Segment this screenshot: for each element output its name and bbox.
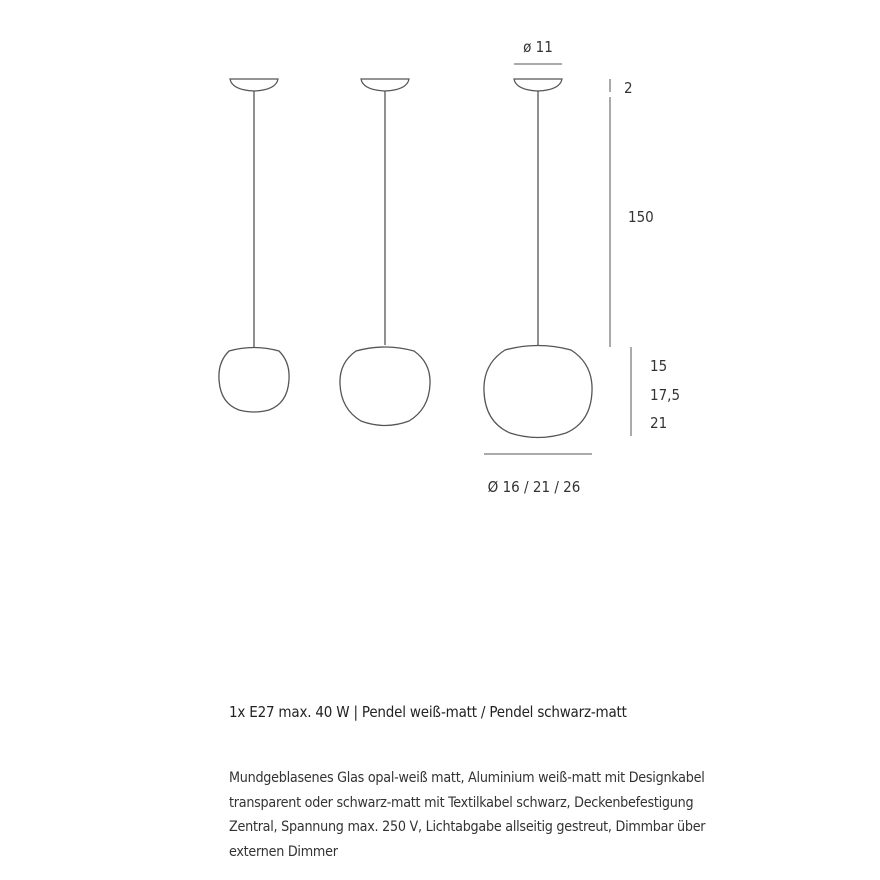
label-shade-height-2: 17,5 [650, 386, 681, 404]
spec-line: 1x E27 max. 40 W | Pendel weiß-matt / Pendel schwarz-matt [229, 703, 627, 721]
dimension-canopy-height [610, 79, 633, 97]
lamp-small-shade [219, 348, 289, 413]
product-description [229, 766, 829, 864]
lamp-large [484, 79, 592, 438]
dimension-shade-height [631, 347, 680, 436]
lamp-small [219, 79, 289, 412]
lamp-medium-canopy [361, 79, 409, 91]
description-line-2: transparent oder schwarz-matt mit Textilkabel schwarz, Deckenbefestigung [229, 794, 694, 811]
description-line-3: Zentral, Spannung max. 250 V, Lichtabgabe allseitig gestreut, Dimmbar über [229, 819, 706, 835]
lamp-small-canopy [230, 79, 278, 91]
lamp-large-shade [484, 346, 592, 438]
label-canopy-diameter: ø 11 [523, 38, 553, 56]
label-shade-diameter: Ø 16 / 21 / 26 [487, 478, 581, 496]
lamp-large-canopy [514, 79, 562, 91]
dimension-canopy-diameter [514, 38, 562, 64]
label-cable-length: 150 [628, 208, 654, 226]
dimension-shade-diameter [484, 454, 592, 496]
lamp-medium [340, 79, 430, 426]
label-canopy-height: 2 [624, 79, 633, 97]
description-line-1: Mundgeblasenes Glas opal-weiß matt, Aluminium weiß-matt mit Designkabel [229, 770, 705, 786]
dimension-cable-length [610, 97, 654, 347]
description-line-4: externen Dimmer [229, 843, 338, 860]
label-shade-height-3: 21 [650, 414, 668, 432]
label-shade-height-1: 15 [650, 357, 668, 375]
lamp-medium-shade [340, 347, 430, 426]
